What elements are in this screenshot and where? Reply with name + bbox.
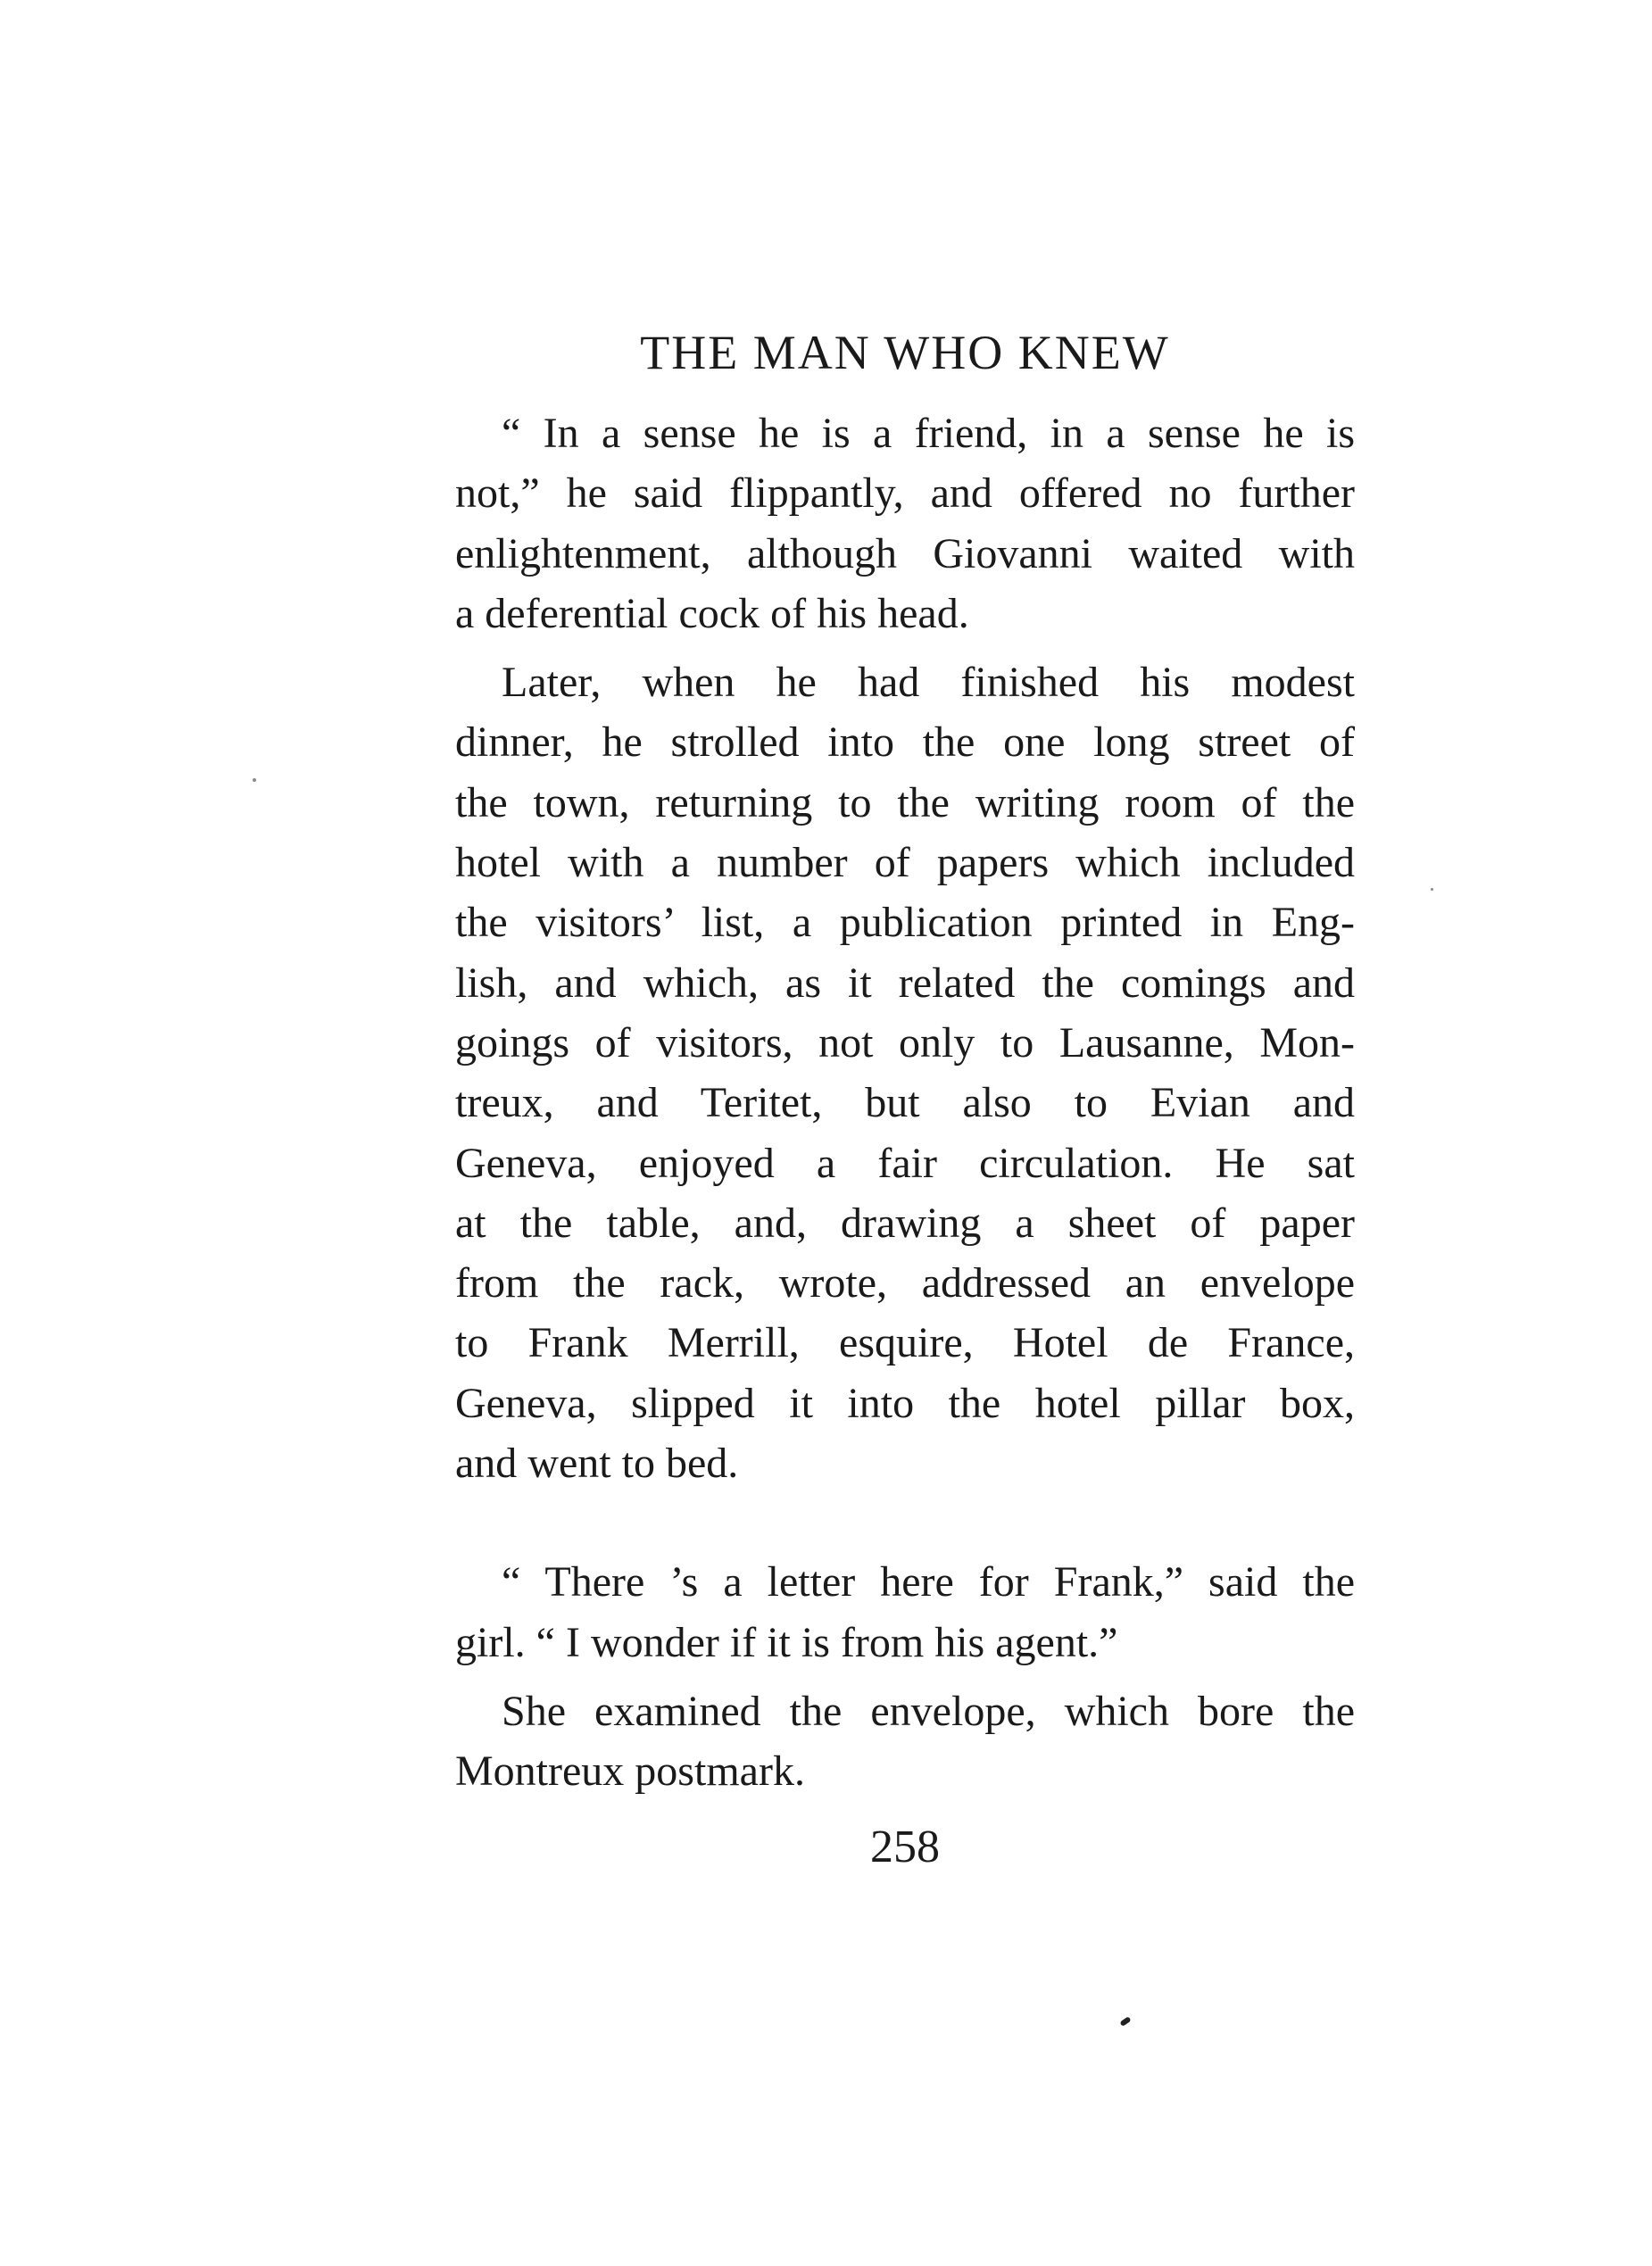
text-line: enlightenment, although Giovanni waited with <box>455 529 1355 577</box>
text-line: goings of visitors, not only to Lausanne, Mon- <box>455 1018 1355 1067</box>
page-number: 258 <box>870 1822 940 1872</box>
text-line: “ There ’s a letter here for Frank,” said the <box>502 1558 1355 1606</box>
text-line: Geneva, enjoyed a fair circulation. He sat <box>455 1139 1355 1187</box>
text-line: from the rack, wrote, addressed an envelope <box>455 1259 1355 1307</box>
paragraph-envelope <box>455 1681 1355 1802</box>
running-head: THE MAN WHO KNEW <box>640 326 1170 379</box>
text-line: the visitors’ list, a publication printed in Eng- <box>455 899 1355 947</box>
text-line: dinner, he strolled into the one long street of <box>455 718 1355 767</box>
scan-speck <box>253 778 256 782</box>
section-break <box>455 1493 1355 1552</box>
text-line: hotel with a number of papers which included <box>455 839 1355 887</box>
text-line: Later, when he had finished his modest <box>502 659 1355 707</box>
text-line: She examined the envelope, which bore the <box>502 1687 1355 1735</box>
paragraph-letter <box>455 1552 1355 1673</box>
paragraph-spacer <box>455 1673 1355 1681</box>
paragraph-friend <box>455 403 1355 643</box>
text-line: at the table, and, drawing a sheet of paper <box>455 1199 1355 1247</box>
text-line: “ In a sense he is a friend, in a sense he is <box>502 410 1355 457</box>
text-line: to Frank Merrill, esquire, Hotel de France, <box>455 1319 1355 1367</box>
text-line: and went to bed. <box>455 1440 739 1488</box>
paragraph-spacer <box>455 643 1355 652</box>
text-line: girl. “ I wonder if it is from his agent.” <box>455 1618 1118 1666</box>
text-line: treux, and Teritet, but also to Evian and <box>455 1079 1355 1127</box>
body-text <box>455 403 1355 1802</box>
text-line: lish, and which, as it related the comings and <box>455 959 1355 1007</box>
text-line: Geneva, slipped it into the hotel pillar box, <box>455 1379 1355 1427</box>
ink-mark <box>1119 2016 1131 2027</box>
paragraph-later <box>455 652 1355 1493</box>
text-line: not,” he said flippantly, and offered no further <box>455 469 1355 518</box>
scan-speck <box>1431 888 1433 891</box>
text-line: the town, returning to the writing room of the <box>455 778 1355 826</box>
text-line: a deferential cock of his head. <box>455 589 969 637</box>
text-line: Montreux postmark. <box>455 1747 805 1796</box>
